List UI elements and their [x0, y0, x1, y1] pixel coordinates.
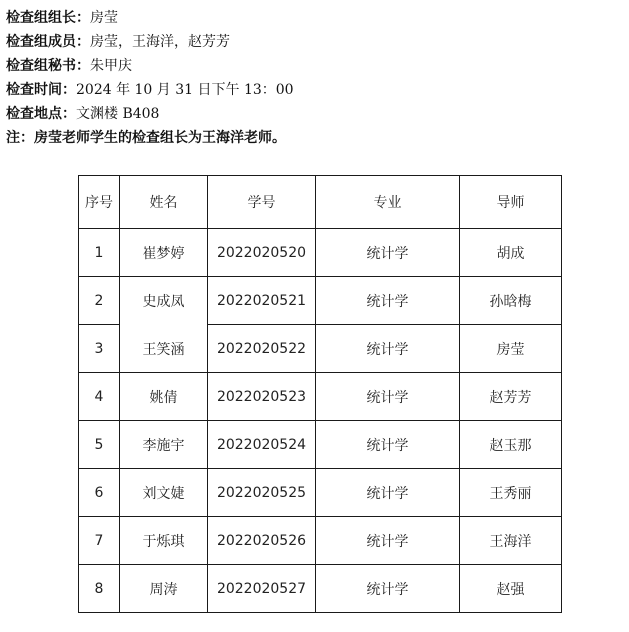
row-index: 6	[79, 469, 120, 517]
row-advisor: 赵强	[460, 565, 562, 613]
members-line	[6, 30, 621, 54]
row-advisor: 孙晗梅	[460, 277, 562, 325]
row-major: 统计学	[316, 277, 460, 325]
table-row	[79, 373, 562, 421]
row-name: 李施宇	[120, 421, 208, 469]
row-name: 刘文婕	[120, 469, 208, 517]
leader-line	[6, 6, 621, 30]
row-student-id: 2022020527	[208, 565, 316, 613]
row-index: 7	[79, 517, 120, 565]
student-table	[78, 175, 562, 613]
row-advisor: 胡成	[460, 229, 562, 277]
note-line: 注：房莹老师学生的检查组长为王海洋老师。	[6, 130, 286, 146]
secretary-value: 朱甲庆	[90, 58, 132, 74]
table-row	[79, 277, 562, 325]
row-index: 5	[79, 421, 120, 469]
row-student-id: 2022020524	[208, 421, 316, 469]
header-student-id: 学号	[208, 176, 316, 229]
row-student-id: 2022020525	[208, 469, 316, 517]
row-name: 崔梦婷	[120, 229, 208, 277]
row-student-id: 2022020522	[208, 325, 316, 373]
time-label: 检查时间：	[6, 82, 76, 98]
secretary-line	[6, 54, 621, 78]
location-line	[6, 102, 621, 126]
row-index: 8	[79, 565, 120, 613]
location-value: 文渊楼 B408	[76, 106, 160, 122]
row-name: 史成凤	[120, 277, 208, 325]
header-index: 序号	[79, 176, 120, 229]
row-major: 统计学	[316, 421, 460, 469]
leader-value: 房莹	[90, 10, 118, 26]
row-advisor: 王海洋	[460, 517, 562, 565]
row-name: 周涛	[120, 565, 208, 613]
row-student-id: 2022020520	[208, 229, 316, 277]
row-student-id: 2022020523	[208, 373, 316, 421]
row-major: 统计学	[316, 325, 460, 373]
location-label: 检查地点：	[6, 106, 76, 122]
members-value: 房莹，王海洋，赵芳芳	[90, 34, 230, 50]
header-name: 姓名	[120, 176, 208, 229]
table-row	[79, 229, 562, 277]
inspection-info	[6, 6, 621, 150]
time-line	[6, 78, 621, 102]
row-index: 2	[79, 277, 120, 325]
row-major: 统计学	[316, 517, 460, 565]
row-advisor: 王秀丽	[460, 469, 562, 517]
table-row	[79, 565, 562, 613]
row-name: 王笑涵	[120, 325, 208, 373]
table-row	[79, 421, 562, 469]
table-row	[79, 325, 562, 373]
header-major: 专业	[316, 176, 460, 229]
row-advisor: 赵玉那	[460, 421, 562, 469]
row-index: 1	[79, 229, 120, 277]
table-header-row	[79, 176, 562, 229]
table-row	[79, 469, 562, 517]
header-advisor: 导师	[460, 176, 562, 229]
row-name: 姚倩	[120, 373, 208, 421]
row-major: 统计学	[316, 469, 460, 517]
secretary-label: 检查组秘书：	[6, 58, 90, 74]
members-label: 检查组成员：	[6, 34, 90, 50]
row-index: 4	[79, 373, 120, 421]
leader-label: 检查组组长：	[6, 10, 90, 26]
row-student-id: 2022020526	[208, 517, 316, 565]
table-row	[79, 517, 562, 565]
row-advisor: 赵芳芳	[460, 373, 562, 421]
row-name: 于烁琪	[120, 517, 208, 565]
row-major: 统计学	[316, 229, 460, 277]
row-major: 统计学	[316, 565, 460, 613]
row-major: 统计学	[316, 373, 460, 421]
row-student-id: 2022020521	[208, 277, 316, 325]
row-advisor: 房莹	[460, 325, 562, 373]
time-value: 2024 年 10 月 31 日下午 13：00	[76, 82, 294, 98]
row-index: 3	[79, 325, 120, 373]
